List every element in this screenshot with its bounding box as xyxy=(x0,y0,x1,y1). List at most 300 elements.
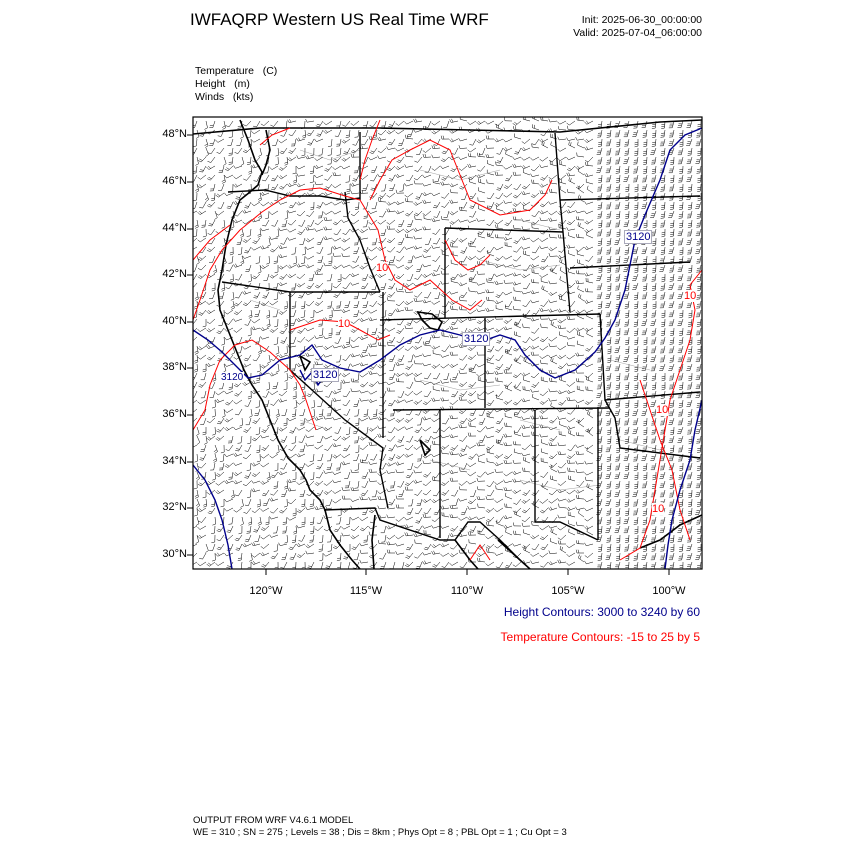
wind-barb xyxy=(607,562,611,570)
wind-barb xyxy=(335,337,341,343)
wind-barb xyxy=(423,461,431,464)
wind-barb xyxy=(344,409,350,415)
wind-barb xyxy=(216,211,224,215)
wind-barb xyxy=(585,346,593,351)
wind-barb xyxy=(222,175,226,183)
wind-barb xyxy=(343,148,350,154)
wind-barb xyxy=(261,454,269,458)
wind-barb xyxy=(296,454,305,458)
wind-barb xyxy=(643,301,647,309)
wind-barb xyxy=(282,409,288,416)
wind-barb xyxy=(539,139,548,143)
wind-barb xyxy=(413,255,422,258)
wind-barb xyxy=(440,166,449,169)
wind-barb xyxy=(540,316,548,319)
wind-barb xyxy=(415,540,422,545)
wind-barb xyxy=(576,370,584,373)
wind-barb xyxy=(531,279,539,283)
wind-barb xyxy=(288,119,297,123)
wind-barb xyxy=(296,202,305,206)
wind-barb xyxy=(296,138,305,142)
wind-barb xyxy=(687,355,692,362)
wind-barb xyxy=(486,544,494,549)
wind-barb xyxy=(607,517,611,524)
wind-barb xyxy=(205,193,209,202)
wind-barb xyxy=(256,445,260,453)
wind-barb xyxy=(478,197,485,202)
wind-barb xyxy=(634,481,638,489)
wind-barb xyxy=(686,544,692,551)
wind-barb xyxy=(695,508,701,515)
wind-barb xyxy=(678,283,683,290)
wind-barb xyxy=(643,562,648,569)
wind-barb xyxy=(558,481,566,486)
wind-barb xyxy=(350,282,359,285)
wind-barb xyxy=(449,427,458,430)
wind-barb xyxy=(432,335,440,339)
wind-barb xyxy=(625,193,629,201)
wind-barb xyxy=(198,463,206,468)
wind-barb xyxy=(315,389,323,393)
wind-barb xyxy=(278,471,287,475)
wind-barb xyxy=(677,319,683,326)
wind-barb xyxy=(643,517,647,525)
wind-barb xyxy=(607,463,611,471)
wind-barb xyxy=(243,481,251,486)
wind-barb xyxy=(243,454,251,459)
wind-barb xyxy=(415,508,422,514)
wind-barb xyxy=(399,562,404,569)
wind-barb xyxy=(532,211,539,217)
wind-barb xyxy=(688,202,692,210)
wind-barb xyxy=(415,274,423,280)
wind-barb xyxy=(524,457,531,463)
wind-barb xyxy=(624,526,629,533)
wind-barb xyxy=(361,490,368,496)
wind-barb xyxy=(696,238,701,245)
wind-barb xyxy=(191,121,197,128)
wind-barb xyxy=(413,480,422,484)
wind-barb xyxy=(450,364,459,368)
wind-barb xyxy=(487,160,494,166)
wind-barb xyxy=(259,148,262,157)
wind-barb xyxy=(254,409,260,416)
wind-barb xyxy=(598,445,602,453)
wind-barb xyxy=(541,458,548,463)
wind-barb xyxy=(279,427,287,431)
wind-barb xyxy=(233,480,242,484)
wind-barb xyxy=(266,256,269,264)
wind-barb xyxy=(305,247,314,250)
wind-barb xyxy=(258,346,262,355)
wind-barb xyxy=(396,308,405,312)
wind-barb xyxy=(413,228,422,232)
wind-barb xyxy=(293,391,296,399)
wind-barb xyxy=(405,193,413,197)
wind-barb xyxy=(352,175,359,181)
wind-barb xyxy=(276,445,279,453)
wind-barb xyxy=(598,553,602,561)
wind-barb xyxy=(469,178,476,184)
wind-barb xyxy=(233,220,242,224)
wind-barb xyxy=(549,175,557,179)
wind-barb xyxy=(351,388,359,391)
wind-barb xyxy=(587,331,593,338)
wind-barb xyxy=(396,256,404,261)
wind-barb xyxy=(423,300,432,304)
wind-barb xyxy=(405,211,413,216)
wind-barb xyxy=(523,468,530,472)
wind-barb xyxy=(396,378,404,382)
wind-barb xyxy=(224,454,233,457)
wind-barb xyxy=(597,148,602,155)
wind-barb xyxy=(633,220,638,227)
wind-barb xyxy=(226,121,233,127)
wind-barb xyxy=(558,541,566,544)
wind-barb xyxy=(317,436,323,443)
wind-barb xyxy=(370,148,377,154)
wind-barb xyxy=(244,355,251,361)
wind-barb xyxy=(332,246,341,250)
wind-barb xyxy=(678,274,684,281)
wind-barb xyxy=(698,193,701,201)
wind-barb xyxy=(324,217,332,221)
wind-barb xyxy=(678,418,683,425)
wind-barb xyxy=(557,309,566,313)
wind-barb xyxy=(597,229,602,236)
wind-barb xyxy=(678,355,683,362)
wind-barb xyxy=(653,301,656,309)
wind-barb xyxy=(238,553,242,561)
wind-barb xyxy=(513,460,521,463)
wind-barb xyxy=(558,235,566,238)
wind-barb xyxy=(503,166,512,169)
wind-barb xyxy=(414,139,422,144)
wind-barb xyxy=(696,265,701,272)
wind-barb xyxy=(696,355,701,362)
wind-barb xyxy=(208,157,216,163)
wind-barb xyxy=(486,435,495,438)
wind-barb xyxy=(633,157,638,164)
wind-barb xyxy=(211,193,215,201)
wind-barb xyxy=(677,292,683,299)
wind-barb xyxy=(452,148,459,154)
wind-barb xyxy=(523,324,530,328)
wind-barb xyxy=(695,247,701,254)
wind-barb xyxy=(450,553,458,557)
wind-barb xyxy=(354,409,359,416)
wind-barb xyxy=(281,490,287,497)
wind-barb xyxy=(224,499,233,502)
wind-barb xyxy=(514,287,521,292)
wind-barb xyxy=(598,364,602,372)
wind-barb xyxy=(584,526,593,530)
wind-barb xyxy=(406,436,413,442)
wind-barb xyxy=(407,382,414,388)
wind-barb xyxy=(378,148,386,153)
wind-barb xyxy=(487,549,494,553)
wind-barb xyxy=(495,234,503,238)
wind-barb xyxy=(560,276,566,283)
wind-barb xyxy=(660,256,665,263)
wind-barb xyxy=(371,328,377,335)
wind-barb xyxy=(679,220,683,228)
wind-barb xyxy=(203,490,206,498)
wind-barb xyxy=(225,310,233,314)
wind-barb xyxy=(296,427,305,430)
wind-barb xyxy=(353,247,359,254)
wind-barb xyxy=(316,472,323,478)
wind-barb xyxy=(669,247,675,254)
wind-barb xyxy=(346,517,350,525)
wind-barb xyxy=(515,358,521,364)
wind-barb xyxy=(341,309,350,313)
wind-barb xyxy=(432,155,440,158)
wind-barb xyxy=(194,508,197,516)
wind-barb xyxy=(476,517,485,520)
wind-barb xyxy=(688,373,692,381)
wind-barb xyxy=(514,430,521,436)
wind-barb xyxy=(698,544,701,552)
wind-barb xyxy=(634,310,638,318)
wind-barb xyxy=(279,166,287,171)
wind-barb xyxy=(361,139,368,145)
lat-label: 38°N xyxy=(162,361,187,373)
wind-barb xyxy=(615,562,620,569)
wind-barb xyxy=(585,477,593,481)
wind-barb xyxy=(397,481,404,487)
wind-barb xyxy=(576,461,584,464)
wind-barb xyxy=(477,139,485,143)
wind-barb xyxy=(288,292,296,297)
wind-barb xyxy=(404,183,413,186)
wind-barb xyxy=(297,525,306,528)
wind-barb xyxy=(363,301,369,308)
wind-barb xyxy=(216,472,224,477)
wind-barb xyxy=(478,530,485,535)
wind-barb xyxy=(244,202,251,208)
wind-barb xyxy=(363,535,368,542)
wind-barb xyxy=(661,130,666,137)
wind-barb xyxy=(252,488,261,492)
wind-barb xyxy=(522,219,531,222)
wind-barb xyxy=(217,535,224,541)
wind-barb xyxy=(224,175,233,178)
wind-barb xyxy=(686,139,692,146)
wind-barb xyxy=(269,535,278,538)
wind-barb xyxy=(661,238,665,246)
wind-barb xyxy=(219,382,224,389)
wind-barb xyxy=(198,508,207,512)
wind-barb xyxy=(653,220,657,228)
wind-barb xyxy=(450,434,459,438)
wind-barb xyxy=(485,328,494,331)
wind-barb xyxy=(282,526,287,533)
wind-barb xyxy=(423,481,431,486)
temperature-contour-label: 10 xyxy=(656,404,669,416)
wind-barb xyxy=(414,211,422,216)
lat-label: 34°N xyxy=(162,455,187,467)
wind-barb xyxy=(216,193,224,197)
wind-barb xyxy=(567,220,575,225)
wind-barb xyxy=(585,427,593,432)
wind-barb xyxy=(512,273,521,277)
wind-barb xyxy=(247,490,251,498)
wind-barb xyxy=(696,301,701,308)
wind-barb xyxy=(486,136,494,139)
wind-barb xyxy=(615,274,620,281)
wind-barb xyxy=(196,499,200,508)
wind-barb xyxy=(369,371,377,375)
wind-barb xyxy=(318,256,323,263)
wind-barb xyxy=(314,175,323,178)
wind-barb xyxy=(623,355,629,362)
wind-barb xyxy=(496,157,503,163)
wind-barb xyxy=(381,229,387,236)
wind-barb xyxy=(521,246,530,249)
wind-barb xyxy=(279,310,287,315)
wind-barb xyxy=(495,281,503,285)
wind-barb xyxy=(660,292,665,299)
wind-barb xyxy=(521,147,530,151)
wind-barb xyxy=(328,139,332,147)
wind-barb xyxy=(422,183,431,186)
wind-barb xyxy=(596,454,602,461)
wind-barb xyxy=(328,544,332,551)
wind-barb xyxy=(486,426,495,429)
wind-barb xyxy=(423,363,432,366)
wind-barb xyxy=(540,535,548,540)
wind-barb xyxy=(347,184,350,192)
wind-barb xyxy=(568,476,575,482)
wind-barb xyxy=(687,166,692,173)
wind-barb xyxy=(560,186,566,193)
wind-barb xyxy=(292,409,296,417)
wind-barb xyxy=(625,409,629,417)
wind-barb xyxy=(249,553,252,561)
wind-barb xyxy=(201,373,206,380)
wind-barb xyxy=(343,400,350,406)
wind-barb xyxy=(506,493,513,499)
wind-barb xyxy=(578,555,584,562)
wind-barb xyxy=(271,184,278,190)
wind-barb xyxy=(379,211,386,217)
height-contour-label: 3120 xyxy=(464,333,489,345)
wind-barb xyxy=(279,184,287,189)
wind-barb xyxy=(206,544,209,553)
wind-barb xyxy=(632,427,638,434)
wind-barb xyxy=(487,481,494,487)
wind-barb xyxy=(651,364,656,371)
wind-barb xyxy=(487,458,494,463)
wind-barb xyxy=(566,507,575,511)
wind-barb xyxy=(558,451,566,454)
wind-barb xyxy=(643,166,647,174)
wind-barb xyxy=(576,469,584,472)
wind-barb xyxy=(605,472,611,479)
wind-barb xyxy=(485,121,494,124)
wind-barb xyxy=(198,382,206,387)
wind-barb xyxy=(660,184,665,191)
wind-barb xyxy=(633,454,638,461)
wind-barb xyxy=(469,278,476,283)
wind-barb xyxy=(533,501,539,508)
wind-barb xyxy=(332,391,341,395)
lon-label: 110°W xyxy=(450,585,484,597)
wind-barb xyxy=(478,558,486,562)
wind-barb xyxy=(642,247,648,254)
wind-barb xyxy=(387,147,396,150)
wind-barb xyxy=(336,463,341,470)
wind-barb xyxy=(503,525,512,529)
wind-barb xyxy=(696,436,701,443)
wind-barb xyxy=(697,346,701,354)
wind-barb xyxy=(522,291,531,294)
wind-barb xyxy=(531,535,540,539)
wind-barb xyxy=(203,427,206,435)
wind-barb xyxy=(441,193,449,198)
wind-barb xyxy=(568,520,575,526)
wind-barb xyxy=(624,544,629,551)
wind-barb xyxy=(549,234,557,238)
wind-barb xyxy=(607,130,611,137)
wind-barb xyxy=(661,319,665,327)
wind-barb xyxy=(576,540,584,544)
wind-barb xyxy=(422,561,431,565)
wind-barb xyxy=(652,526,656,534)
wind-barb xyxy=(567,553,576,557)
wind-barb xyxy=(293,472,296,480)
wind-barb xyxy=(378,301,386,305)
wind-barb xyxy=(253,355,260,361)
wind-barb xyxy=(229,382,233,389)
wind-barb xyxy=(363,121,369,128)
wind-barb xyxy=(651,436,656,443)
wind-barb xyxy=(333,490,342,494)
wind-barb xyxy=(414,157,422,162)
wind-barb xyxy=(451,319,458,325)
wind-barb xyxy=(558,364,566,369)
wind-barb xyxy=(294,400,297,408)
wind-barb xyxy=(549,211,557,215)
wind-barb xyxy=(442,450,450,454)
wind-barb xyxy=(495,508,504,512)
wind-barb xyxy=(485,391,494,394)
wind-barb xyxy=(660,220,665,227)
wind-barb xyxy=(495,481,504,485)
wind-barb xyxy=(566,390,575,394)
wind-barb xyxy=(334,229,341,235)
wind-barb xyxy=(387,550,395,553)
wind-barb xyxy=(396,505,404,508)
wind-barb xyxy=(281,337,288,343)
wind-barb xyxy=(198,211,207,215)
wind-barb xyxy=(606,166,611,173)
wind-barb xyxy=(404,121,413,124)
wind-barb xyxy=(362,454,368,461)
wind-barb xyxy=(567,418,575,422)
wind-barb xyxy=(225,166,233,171)
wind-barb xyxy=(288,344,296,347)
wind-barb xyxy=(576,184,584,189)
wind-barb xyxy=(310,202,314,210)
wind-barb xyxy=(679,130,683,138)
wind-barb xyxy=(198,562,207,566)
wind-barb xyxy=(332,472,341,475)
wind-barb xyxy=(270,490,278,495)
wind-barb xyxy=(362,274,368,280)
wind-barb xyxy=(306,119,314,122)
